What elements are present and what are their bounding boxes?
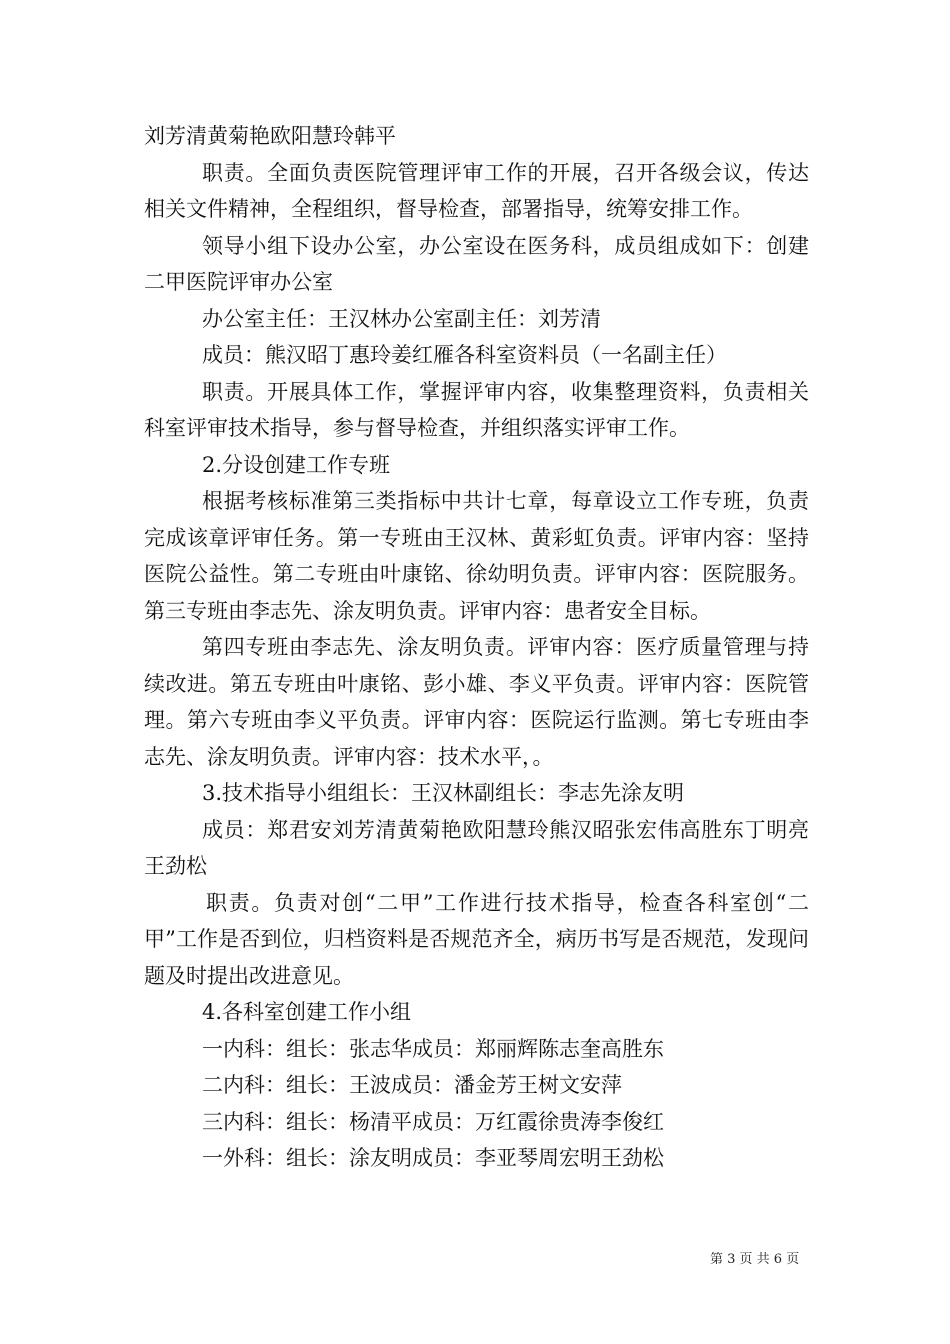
paragraph-office-setup: 领导小组下设办公室，办公室设在医务科，成员组成如下：创建二甲医院评审办公室 [144, 233, 809, 294]
paragraph-technical-members: 成员：郑君安刘芳清黄菊艳欧阳慧玲熊汉昭张宏伟高胜东丁明亮王劲松 [144, 817, 809, 878]
paragraph-task-groups-1: 根据考核标准第三类指标中共计七章，每章设立工作专班，负责完成该章评审任务。第一专班由王汉林、黄彩虹负责。评审内容：坚持医院公益性。第二专班由叶康铭、徐幼明负责。评审内容：医院服务。第三专班由李志先、涂友明负责。评审内容：患者安全目标。 [144, 489, 809, 623]
section-heading-task-groups: 2.分设创建工作专班 [202, 452, 391, 477]
section-heading-department-groups: 4.各科室创建工作小组 [202, 1000, 412, 1024]
section-heading-technical-group: 3.技术指导小组组长：王汉林副组长：李志先涂友明 [202, 781, 685, 805]
paragraph-leadership-duties: 职责。全面负责医院管理评审工作的开展，召开各级会议，传达相关文件精神，全程组织，督导检查，部署指导，统筹安排工作。 [144, 160, 809, 221]
paragraph-names-continued: 刘芳清黄菊艳欧阳慧玲韩平 [144, 124, 396, 148]
paragraph-office-duties: 职责。开展具体工作，掌握评审内容，收集整理资料，负责相关科室评审技术指导，参与督导检查，并组织落实评审工作。 [144, 379, 809, 440]
list-item-internal-3: 三内科：组长：杨清平成员：万红霞徐贵涛李俊红 [202, 1109, 664, 1134]
document-body [144, 118, 809, 1177]
paragraph-technical-duties: 职责。负责对创“二甲”工作进行技术指导，检查各科室创“二甲”工作是否到位，归档资料是否规范齐全，病历书写是否规范，发现问题及时提出改进意见。 [144, 890, 809, 988]
page-number-footer: 第 3 页 共 6 页 [710, 1252, 800, 1267]
paragraph-office-director: 办公室主任：王汉林办公室副主任：刘芳清 [202, 306, 601, 331]
list-item-surgery-1: 一外科：组长：涂友明成员：李亚琴周宏明王劲松 [202, 1146, 664, 1170]
list-item-internal-2: 二内科：组长：王波成员：潘金芳王树文安萍 [202, 1073, 622, 1097]
paragraph-office-members: 成员：熊汉昭丁惠玲姜红雁各科室资料员（一名副主任） [202, 343, 727, 367]
list-item-internal-1: 一内科：组长：张志华成员：郑丽辉陈志奎高胜东 [202, 1036, 664, 1061]
paragraph-task-groups-2: 第四专班由李志先、涂友明负责。评审内容：医疗质量管理与持续改进。第五专班由叶康铭、彭小雄、李义平负责。评审内容：医院管理。第六专班由李义平负责。评审内容：医院运行监测。第七专班由李志先、涂友明负责。评审内容：技术水平，。 [144, 635, 809, 769]
